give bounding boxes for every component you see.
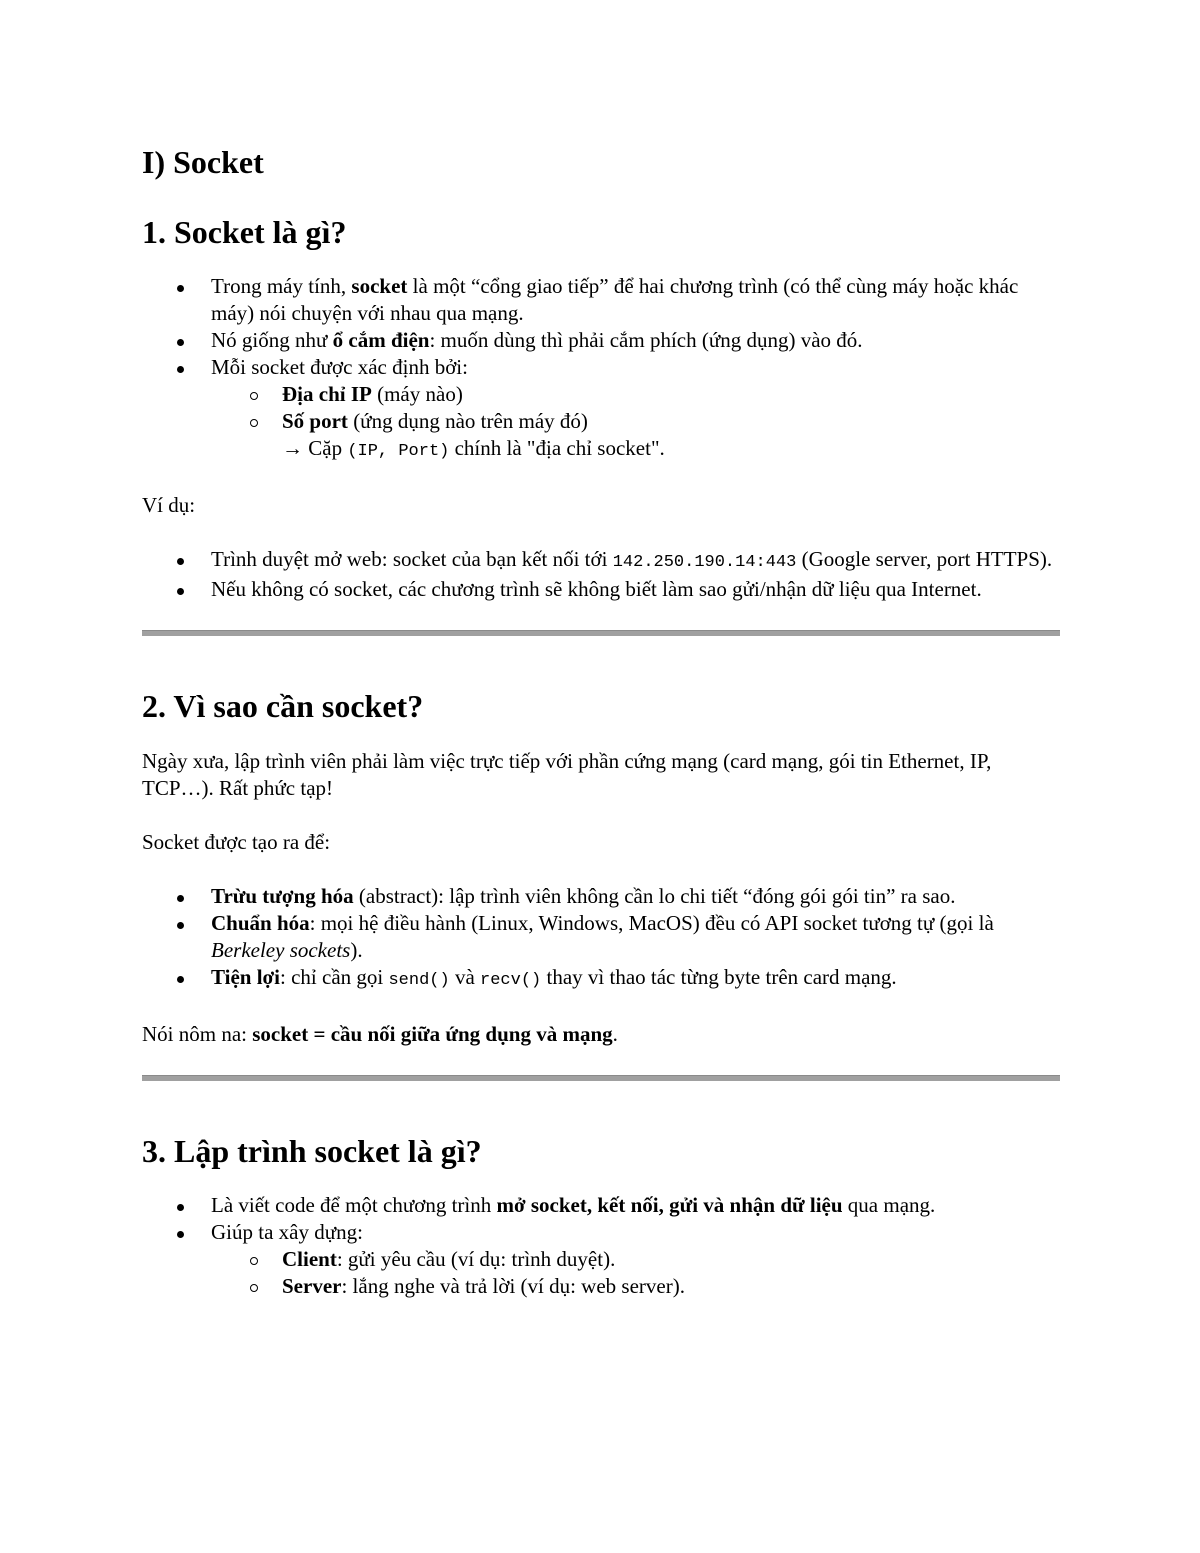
bullet-icon — [177, 1231, 184, 1238]
list-item: Giúp ta xây dựng: Client: gửi yêu cầu (ví dụ: trình duyệt). Server: lắng nghe và trả lời (ví dụ: web server). — [211, 1219, 1060, 1300]
bullet-icon — [177, 366, 184, 373]
circle-bullet-icon — [250, 392, 258, 400]
list-item: Nếu không có socket, các chương trình sẽ không biết làm sao gửi/nhận dữ liệu qua Internet. — [211, 576, 1060, 603]
circle-bullet-icon — [250, 1284, 258, 1292]
list-item: Mỗi socket được xác định bởi: Địa chỉ IP (máy nào) Số port (ứng dụng nào trên máy đó) → Cặp (IP, Port) chính là "địa chỉ socket". — [211, 354, 1060, 465]
paragraph: Ngày xưa, lập trình viên phải làm việc trực tiếp với phần cứng mạng (card mạng, gói tin Ethernet, IP, TCP…). Rất phức tạp! — [142, 749, 992, 800]
section-3-bullets — [142, 1192, 1060, 1300]
list-item: Tiện lợi: chỉ cần gọi send() và recv() thay vì thao tác từng byte trên card mạng. — [211, 964, 1060, 994]
example-bullets — [142, 546, 1060, 603]
bullet-icon — [177, 1204, 184, 1211]
sub-list — [211, 381, 1060, 465]
horizontal-rule — [142, 630, 1060, 636]
sub-list-item: Số port (ứng dụng nào trên máy đó) → Cặp (IP, Port) chính là "địa chỉ socket". — [282, 408, 1060, 465]
bullet-icon — [177, 558, 184, 565]
circle-bullet-icon — [250, 1257, 258, 1265]
section-2-bullets — [142, 883, 1060, 994]
bullet-icon — [177, 285, 184, 292]
sub-list-item: Địa chỉ IP (máy nào) — [282, 381, 1060, 408]
list-item: Trừu tượng hóa (abstract): lập trình viên không cần lo chi tiết “đóng gói gói tin” ra sao. — [211, 883, 1060, 910]
example-label: Ví dụ: — [142, 493, 196, 517]
sub-list-item: Server: lắng nghe và trả lời (ví dụ: web server). — [282, 1273, 1060, 1300]
list-item: Là viết code để một chương trình mở socket, kết nối, gửi và nhận dữ liệu qua mạng. — [211, 1192, 1060, 1219]
bullet-icon — [177, 895, 184, 902]
section-1-bullets — [142, 273, 1060, 465]
horizontal-rule — [142, 1075, 1060, 1081]
document-page — [142, 140, 1060, 1300]
section-1-heading: 1. Socket là gì? — [142, 214, 347, 250]
bullet-icon — [177, 339, 184, 346]
list-item: Trình duyệt mở web: socket của bạn kết nối tới 142.250.190.14:443 (Google server, port HTTPS). — [211, 546, 1060, 576]
list-item: Nó giống như ổ cắm điện: muốn dùng thì phải cắm phích (ứng dụng) vào đó. — [211, 327, 1060, 354]
section-2-heading: 2. Vì sao cần socket? — [142, 688, 424, 724]
section-3-heading: 3. Lập trình socket là gì? — [142, 1133, 482, 1169]
summary-paragraph: Nói nôm na: socket = cầu nối giữa ứng dụng và mạng. — [142, 1022, 618, 1046]
bullet-icon — [177, 588, 184, 595]
sub-list-item: Client: gửi yêu cầu (ví dụ: trình duyệt). — [282, 1246, 1060, 1273]
bullet-icon — [177, 976, 184, 983]
doc-title: I) Socket — [142, 144, 264, 180]
sub-list — [211, 1246, 1060, 1300]
circle-bullet-icon — [250, 419, 258, 427]
list-item: Chuẩn hóa: mọi hệ điều hành (Linux, Windows, MacOS) đều có API socket tương tự (gọi là Berkeley sockets). — [211, 910, 1060, 964]
bullet-icon — [177, 922, 184, 929]
list-item: Trong máy tính, socket là một “cổng giao tiếp” để hai chương trình (có thể cùng máy hoặc khác máy) nói chuyện với nhau qua mạng. — [211, 273, 1060, 327]
paragraph: Socket được tạo ra để: — [142, 830, 331, 854]
